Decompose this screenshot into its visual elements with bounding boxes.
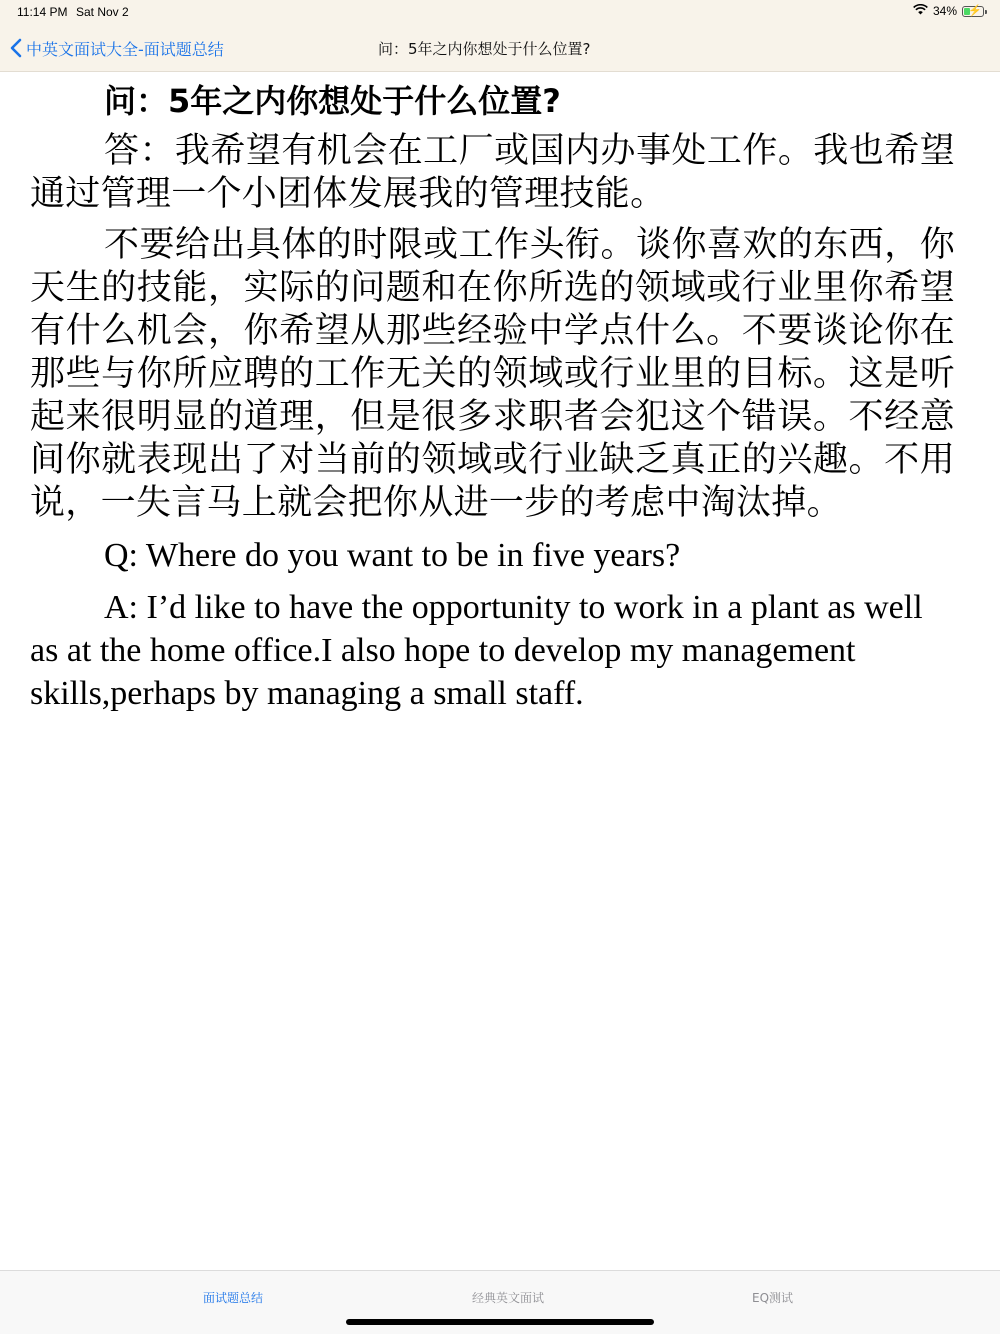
home-indicator[interactable] xyxy=(346,1319,654,1325)
answer-cn: 答：我希望有机会在工厂或国内办事处工作。我也希望通过管理一个小团体发展我的管理技能。 xyxy=(30,131,955,214)
status-time: 11:14 PM xyxy=(17,5,68,19)
tab-interview-summary[interactable]: 面试题总结 xyxy=(203,1291,264,1305)
tab-eq-test[interactable]: EQ测试 xyxy=(752,1291,794,1305)
battery-percent: 34% xyxy=(932,4,957,18)
tab-classic-english-interview[interactable]: 经典英文面试 xyxy=(472,1291,545,1305)
question-title-cn: 问：5年之内你想处于什么位置? xyxy=(104,82,561,120)
battery-icon xyxy=(962,6,984,17)
chevron-left-icon xyxy=(10,38,22,58)
navigation-bar xyxy=(0,24,1000,72)
question-en: Q: Where do you want to be in five years? xyxy=(104,537,681,574)
status-date: Sat Nov 2 xyxy=(76,5,129,19)
nav-title: 问：5年之内你想处于什么位置? xyxy=(378,39,591,58)
status-indicators xyxy=(913,4,984,18)
wifi-icon xyxy=(913,4,928,18)
article-content xyxy=(30,74,955,715)
back-button-label: 中英文面试大全-面试题总结 xyxy=(26,39,224,59)
charging-bolt-icon: ⚡ xyxy=(968,4,982,17)
answer-en: A: I’d like to have the opportunity to work in a plant as well as at the home office.I also hope to develop my management skills,perhaps by managing a small staff. xyxy=(30,589,923,712)
advice-cn: 不要给出具体的时限或工作头衔。谈你喜欢的东西，你天生的技能，实际的问题和在你所选的领域或行业里你希望有什么机会，你希望从那些经验中学点什么。不要谈论你在那些与你所应聘的工作无关的领域或行业里的目标。这是听起来很明显的道理，但是很多求职者会犯这个错误。不经意间你就表现出了对当前的领域或行业缺乏真正的兴趣。不用说，一失言马上就会把你从进一步的考虑中淘汰掉。 xyxy=(30,225,955,523)
status-bar xyxy=(0,0,1000,24)
back-button[interactable] xyxy=(10,24,224,72)
